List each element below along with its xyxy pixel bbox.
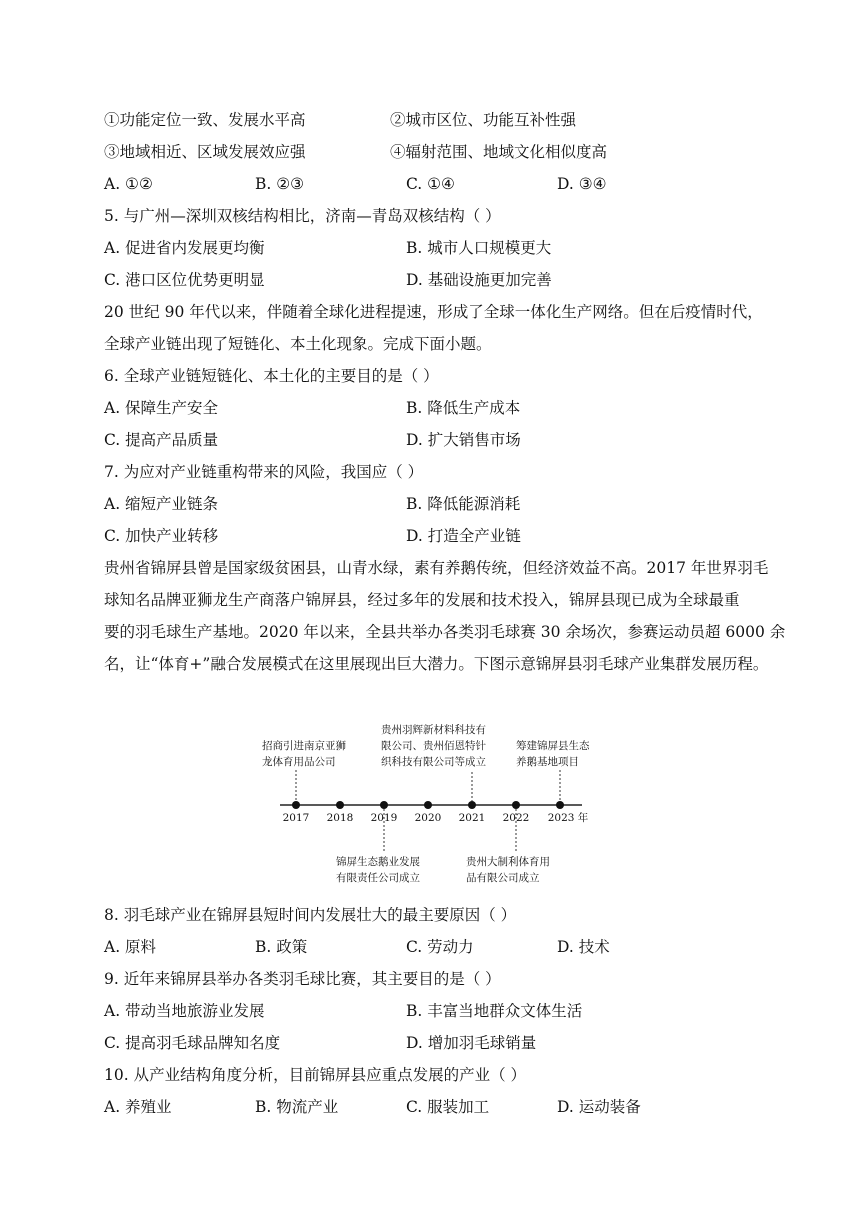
year-label: 2019 [370, 812, 398, 824]
event-2023: 筹建锦屏县生态 养鹅基地项目 [516, 740, 590, 768]
q4-option-a: A. ①② [104, 175, 153, 193]
q10-stem: 10. 从产业结构角度分析，目前锦屏县应重点发展的产业（ ） [104, 1066, 527, 1084]
q4-option-d: D. ③④ [557, 175, 607, 193]
q7-option-c: C. 加快产业转移 [104, 527, 219, 545]
q5-option-a: A. 促进省内发展更均衡 [104, 239, 265, 257]
statement-3: ③地域相近、区域发展效应强 [104, 143, 306, 161]
year-label: 2021 [458, 812, 486, 824]
event-2017: 招商引进南京亚狮 龙体育用品公司 [262, 740, 346, 768]
q6-option-b: B. 降低生产成本 [406, 399, 521, 417]
q5-stem: 5. 与广州—深圳双核结构相比，济南—青岛双核结构（ ） [104, 207, 501, 225]
q7-option-a: A. 缩短产业链条 [104, 495, 219, 513]
q8-option-c: C. 劳动力 [406, 938, 474, 956]
year-label: 2020 [414, 812, 442, 824]
q8-option-b: B. 政策 [255, 938, 308, 956]
year-label: 2022 [502, 812, 530, 824]
year-label: 2017 [282, 812, 310, 824]
q8-option-d: D. 技术 [557, 938, 610, 956]
statement-1: ①功能定位一致、发展水平高 [104, 111, 306, 129]
passage2-line1: 贵州省锦屏县曾是国家级贫困县，山青水绿，素有养鹅传统，但经济效益不高。2017 年世界羽毛 [104, 559, 769, 577]
q8-option-a: A. 原料 [104, 938, 157, 956]
q4-option-b: B. ②③ [255, 175, 305, 193]
q5-option-c: C. 港口区位优势更明显 [104, 271, 265, 289]
dot-2019 [380, 801, 388, 809]
event-2021: 贵州羽辉新材料科技有 限公司、贵州佰恩特针 织科技有限公司等成立 [381, 724, 486, 768]
q6-stem: 6. 全球产业链短链化、本土化的主要目的是（ ） [104, 367, 439, 385]
statement-4: ④辐射范围、地域文化相似度高 [390, 143, 608, 161]
q6-option-d: D. 扩大销售市场 [406, 431, 521, 449]
q9-stem: 9. 近年来锦屏县举办各类羽毛球比赛，其主要目的是（ ） [104, 970, 501, 988]
statement-2: ②城市区位、功能互补性强 [390, 111, 577, 129]
q9-option-b: B. 丰富当地群众文体生活 [406, 1002, 583, 1020]
dot-2020 [424, 801, 432, 809]
dot-2022 [512, 801, 520, 809]
event-2022: 贵州大制利体育用 品有限公司成立 [466, 856, 550, 884]
year-label: 2023 年 [547, 812, 589, 824]
dot-2017 [292, 801, 300, 809]
passage1-line1: 20 世纪 90 年代以来，伴随着全球化进程提速，形成了全球一体化生产网络。但在后疫情时代， [104, 303, 763, 321]
q7-option-b: B. 降低能源消耗 [406, 495, 521, 513]
q10-option-c: C. 服装加工 [406, 1098, 490, 1116]
q10-option-b: B. 物流产业 [255, 1098, 339, 1116]
leader-lines [296, 770, 560, 852]
event-2019: 锦屏生态鹅业发展 有限责任公司成立 [336, 856, 420, 884]
q6-option-c: C. 提高产品质量 [104, 431, 219, 449]
q7-stem: 7. 为应对产业链重构带来的风险，我国应（ ） [104, 463, 424, 481]
q5-option-b: B. 城市人口规模更大 [406, 239, 552, 257]
q9-option-d: D. 增加羽毛球销量 [406, 1034, 537, 1052]
passage2-line4: 名，让“体育+”融合发展模式在这里展现出巨大潜力。下图示意锦屏县羽毛球产业集群发展历程。 [104, 655, 769, 673]
q10-option-d: D. 运动装备 [557, 1098, 641, 1116]
year-label: 2018 [326, 812, 354, 824]
passage2-line3: 要的羽毛球生产基地。2020 年以来，全县共举办各类羽毛球赛 30 余场次，参赛运动员超 6000 余 [104, 623, 786, 641]
dot-2018 [336, 801, 344, 809]
dot-2023 [556, 801, 564, 809]
q10-option-a: A. 养殖业 [104, 1098, 172, 1116]
q8-stem: 8. 羽毛球产业在锦屏县短时间内发展壮大的最主要原因（ ） [104, 906, 517, 924]
passage2-line2: 球知名品牌亚狮龙生产商落户锦屏县，经过多年的发展和技术投入，锦屏县现已成为全球最重 [104, 591, 740, 609]
q9-option-c: C. 提高羽毛球品牌知名度 [104, 1034, 281, 1052]
q9-option-a: A. 带动当地旅游业发展 [104, 1002, 265, 1020]
q6-option-a: A. 保障生产安全 [104, 399, 219, 417]
passage1-line2: 全球产业链出现了短链化、本土化现象。完成下面小题。 [104, 335, 492, 353]
q7-option-d: D. 打造全产业链 [406, 527, 521, 545]
dot-2021 [468, 801, 476, 809]
q5-option-d: D. 基础设施更加完善 [406, 271, 552, 289]
q4-option-c: C. ①④ [406, 175, 455, 193]
timeline-figure [250, 700, 620, 900]
